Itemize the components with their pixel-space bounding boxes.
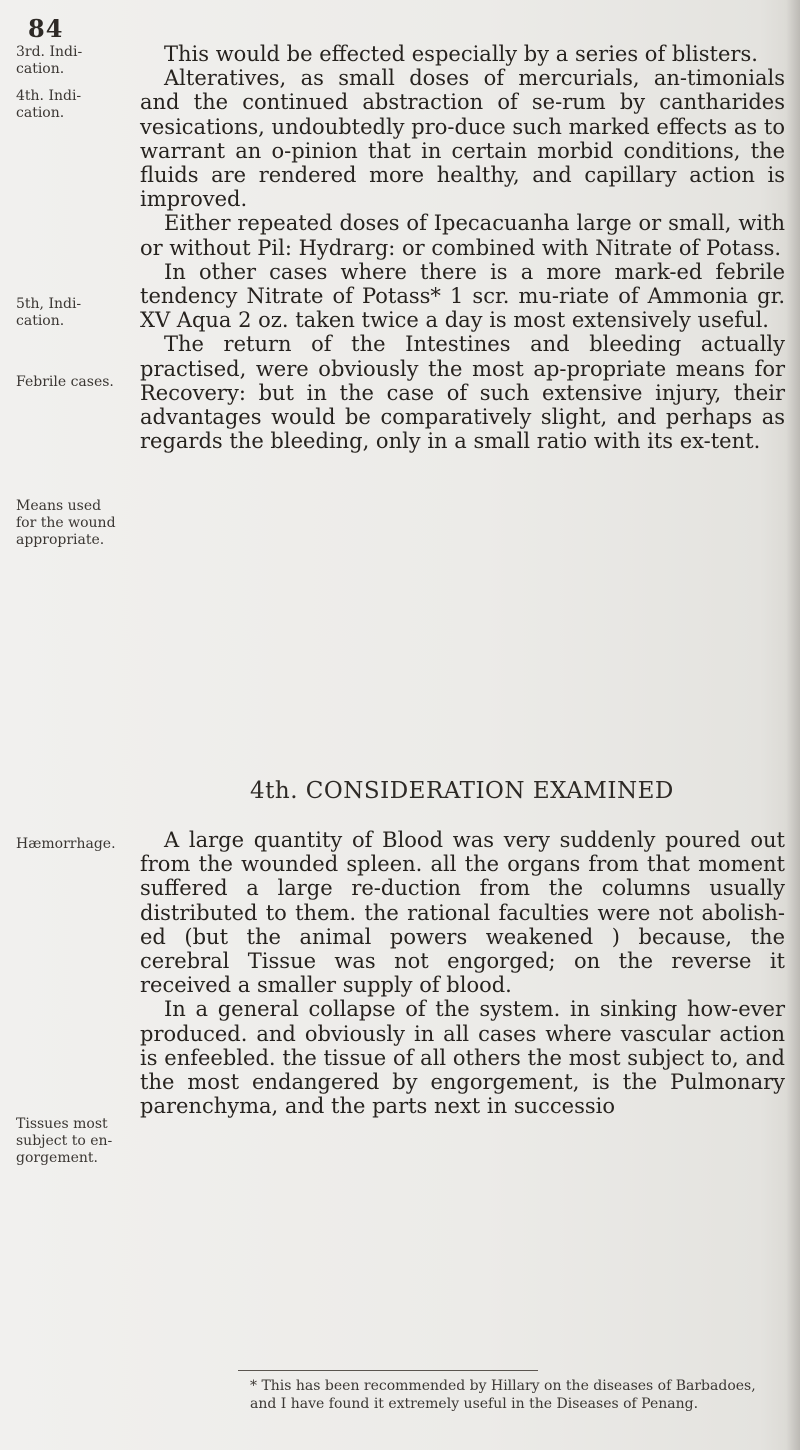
section-heading: 4th. CONSIDERATION EXAMINED [250, 778, 674, 804]
margin-note-third-indication: 3rd. Indi-cation. [16, 44, 83, 77]
footnote-rule [238, 1370, 538, 1371]
margin-note-means-used: Means used for the wound appropriate. [16, 498, 116, 548]
paragraph: This would be effected especially by a series of blisters. [164, 42, 758, 66]
body-text-section-2 [140, 828, 785, 1118]
margin-note-fifth-indication: 5th, Indi-cation. [16, 296, 82, 329]
page-number: 84 [28, 14, 64, 43]
paragraph: A large quantity of Blood was very suddenly poured out from the wounded spleen. all the organs from that moment suffered a large re-duction from the columns usually distributed to them. the rational faculties were not abolish-ed (but the animal powers weakened ) because, the cerebral Tissue was not engorged; on the reverse it received a smaller supply of blood. [140, 828, 785, 998]
page-edge-shadow [786, 0, 800, 1450]
paragraph: The return of the Intestines and bleeding actually practised, were obviously the most ap-propriate means for Recovery: but in the case of such extensive injury, their advantages would be comparatively slight, and perhaps as regards the bleeding, only in a small ratio with its ex-tent. [140, 332, 785, 454]
margin-note-febrile-cases: Febrile cases. [16, 374, 114, 390]
paragraph: In a general collapse of the system. in sinking how-ever produced. and obviously in all cases where vascular action is enfeebled. the tissue of all others the most subject to, and the most endangered by engorgement, is the Pulmonary parenchyma, and the parts next in successio [140, 997, 785, 1119]
footnote: * This has been recommended by Hillary on the diseases of Barbadoes, and I have found it extremely useful in the Diseases of Penang. [250, 1378, 756, 1412]
margin-note-tissues: Tissues most subject to en-gorgement. [16, 1116, 113, 1166]
margin-note-fourth-indication: 4th. Indi-cation. [16, 88, 82, 121]
body-text-section-1 [140, 42, 785, 453]
paragraph: In other cases where there is a more mark-ed febrile tendency Nitrate of Potass* 1 scr. mu-riate of Ammonia gr. XV Aqua 2 oz. taken twice a day is most extensively useful. [140, 259, 785, 333]
margin-note-haemorrhage: Hæmorrhage. [16, 836, 116, 852]
paragraph: Alteratives, as small doses of mercurials, an-timonials and the continued abstraction of se-rum by cantharides vesications, undoubtedly pro-duce such marked effects as to warrant an o-pinion that in certain morbid conditions, the fluids are rendered more healthy, and capillary action is improved. [140, 66, 785, 212]
paragraph: Either repeated doses of Ipecacuanha large or small, with or without Pil: Hydrarg: or combined with Nitrate of Potass. [140, 211, 785, 260]
